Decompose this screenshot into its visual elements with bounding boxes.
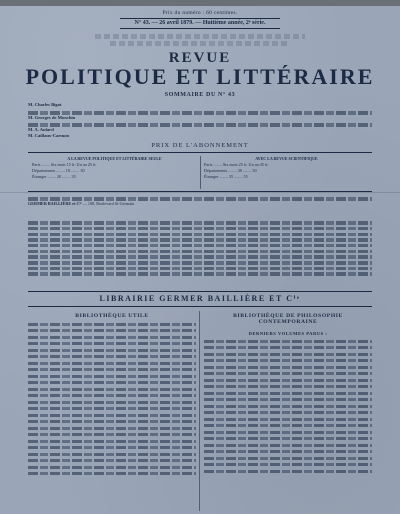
sommaire-title: SOMMAIRE DU N° 43: [164, 92, 236, 98]
page-fold: [0, 192, 400, 193]
list-item: [28, 420, 196, 423]
list-item: [28, 459, 196, 462]
abonnement-row: Paris ........ Six mois 25 fr. Un an 45 fr.: [204, 162, 269, 167]
list-item: [204, 431, 372, 434]
list-item: [204, 463, 372, 466]
list-item: [28, 407, 196, 410]
abonnement-right-header: AVEC LA REVUE SCIENTIFIQUE: [255, 156, 318, 161]
advert-address: 108, Boulevard St-Germain: [87, 200, 135, 206]
advert-text-line: [28, 272, 372, 276]
summary-line: [28, 102, 372, 108]
list-item: [28, 368, 196, 371]
advert-text-line: [28, 261, 372, 265]
advert-text-line: [28, 267, 372, 271]
show-through-text: [95, 34, 305, 39]
right-column-section: DERNIERS VOLUMES PARUS :: [248, 331, 328, 336]
masthead-title: POLITIQUE ET LITTÉRAIRE: [25, 64, 375, 89]
masthead-revue: REVUE: [168, 50, 232, 66]
show-through-text: [110, 41, 290, 46]
abonnement-left-header: A LA REVUE POLITIQUE ET LITTÉRAIRE SEULE: [67, 156, 162, 161]
advert-text-line: [28, 238, 372, 242]
summary-author: M. Charles Bigot: [28, 102, 62, 107]
list-item: [204, 366, 372, 369]
abonnement-title: PRIX DE L'ABONNEMENT: [151, 142, 249, 149]
list-item: [28, 329, 196, 332]
advert-text-line: [28, 233, 372, 237]
advert-line: GERMER BAILLIÈRE et Cⁱᵉ — 108, Boulevard St-Germain: [28, 200, 135, 206]
abonnement-row: Étranger ........ 20 ........ 35: [32, 174, 76, 179]
advert-text-line: [28, 227, 372, 231]
list-item: [28, 440, 196, 443]
list-item: [28, 381, 196, 384]
right-column-list: [204, 340, 372, 473]
list-item: [28, 323, 196, 326]
abonnement-row: Paris ........ Six mois 15 fr. Un an 25 fr.: [32, 162, 97, 167]
list-item: [204, 346, 372, 349]
list-item: [28, 394, 196, 397]
list-item: [28, 349, 196, 352]
newspaper-page: [0, 6, 400, 514]
summary-author: M. Caillaux-Carmon: [28, 133, 70, 139]
list-item: [204, 411, 372, 414]
list-item: [28, 466, 196, 469]
list-item: [204, 424, 372, 427]
list-item: [28, 453, 196, 456]
summary-author: M. A. Aulard: [28, 127, 54, 133]
abonnement-left: [32, 156, 197, 180]
librairie-banner: LIBRAIRIE GERMER BAILLIÈRE ET Cⁱᵉ: [28, 291, 372, 307]
list-item: [204, 340, 372, 343]
list-item: [204, 359, 372, 362]
left-column-list: [28, 323, 196, 476]
price-line: Prix du numéro : 60 centimes.: [162, 10, 238, 16]
abonnement-right: [204, 156, 369, 180]
list-item: [28, 342, 196, 345]
list-item: [28, 414, 196, 417]
list-item: [204, 470, 372, 473]
list-item: [204, 379, 372, 382]
list-item: [204, 405, 372, 408]
header-rule-top: [120, 18, 280, 19]
summary-author: M. Georges de Monchin: [28, 114, 76, 120]
right-column: [204, 311, 372, 511]
list-item: [28, 433, 196, 436]
list-item: [204, 444, 372, 447]
header-rule-bottom: [120, 28, 280, 29]
list-item: [28, 401, 196, 404]
list-item: [204, 392, 372, 395]
list-item: [28, 427, 196, 430]
column-divider: [199, 311, 200, 511]
advert-text-line: [28, 255, 372, 259]
list-item: [28, 472, 196, 475]
list-item: [204, 372, 372, 375]
list-item: [28, 446, 196, 449]
abonnement-row: Étranger ........ 35 ........ 55: [204, 174, 248, 179]
list-item: [204, 418, 372, 421]
list-item: [28, 355, 196, 358]
abonnement-row: Départements ........ 30 ........ 50: [204, 168, 257, 173]
left-column-title: BIBLIOTHÈQUE UTILE: [75, 313, 149, 319]
abonnement-divider: [200, 156, 201, 189]
left-column: [28, 311, 196, 511]
list-item: [204, 450, 372, 453]
advert-text-line: [28, 244, 372, 248]
advert-block: [28, 195, 372, 207]
abonnement-row: Départements ........ 18 ........ 30: [32, 168, 85, 173]
list-item: [28, 388, 196, 391]
list-item: [28, 336, 196, 339]
advert-text-line: [28, 250, 372, 254]
list-item: [28, 362, 196, 365]
list-item: [204, 398, 372, 401]
list-item: [204, 457, 372, 460]
advert-body: [28, 219, 372, 276]
abonnement-table: [28, 152, 372, 192]
issue-line: N° 43. — 26 avril 1879. — Huitième année, 2ᵉ série.: [134, 20, 266, 26]
advert-text-line: [28, 221, 372, 225]
list-item: [204, 385, 372, 388]
list-item: [204, 353, 372, 356]
summary-line: [28, 133, 372, 139]
advert-publisher: GERMER BAILLIÈRE et Cⁱᵉ: [28, 200, 82, 206]
list-item: [204, 437, 372, 440]
right-column-title: BIBLIOTHÈQUE DE PHILOSOPHIE CONTEMPORAINE: [233, 313, 343, 325]
summary-block: [28, 102, 372, 140]
list-item: [28, 375, 196, 378]
summary-line: [28, 115, 372, 121]
